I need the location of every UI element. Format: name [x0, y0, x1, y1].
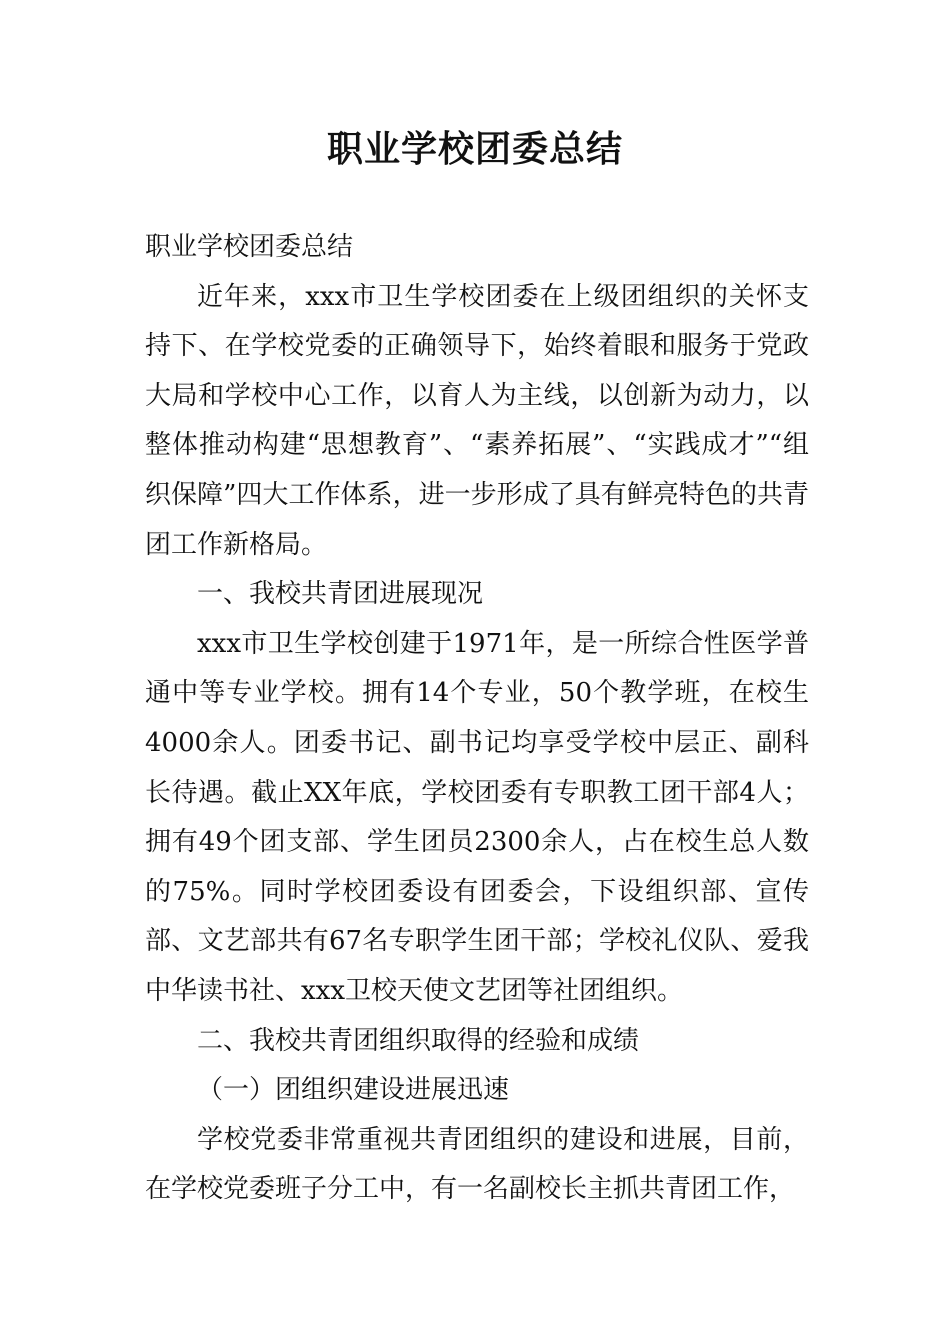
paragraph-organization: 学校党委非常重视共青团组织的建设和进展，目前，在学校党委班子分工中，有一名副校长主抓共青团工作，	[145, 1124, 809, 1205]
paragraph-intro: 近年来，xxx市卫生学校团委在上级团组织的关怀支持下、在学校党委的正确领导下，始终着眼和服务于党政大局和学校中心工作，以育人为主线，以创新为动力，以整体推动构建“思想教育”、“素养拓展”、“实践成才”“组织保障”四大工作体系，进一步形成了具有鲜亮特色的共青团工作新格局。	[145, 281, 809, 560]
paragraph-subtitle: 职业学校团委总结	[145, 232, 354, 262]
document-body	[145, 223, 809, 1215]
paragraph-school-overview: xxx市卫生学校创建于1971年，是一所综合性医学普通中等专业学校。拥有14个专业，50个教学班，在校生4000余人。团委书记、副书记均享受学校中层正、副科长待遇。截止XX年底，学校团委有专职教工团干部4人；拥有49个团支部、学生团员2300余人，占在校生总人数的75%。同时学校团委设有团委会，下设组织部、宣传部、文艺部共有67名专职学生团干部；学校礼仪队、爱我中华读书社、xxx卫校天使文艺团等社团组织。	[145, 628, 809, 1006]
subsection-heading-1: （一）团组织建设进展迅速	[197, 1075, 510, 1106]
document-title: 职业学校团委总结	[326, 129, 623, 170]
section-heading-1: 一、我校共青团进展现况	[197, 579, 484, 610]
section-heading-2: 二、我校共青团组织取得的经验和成绩	[197, 1025, 640, 1056]
